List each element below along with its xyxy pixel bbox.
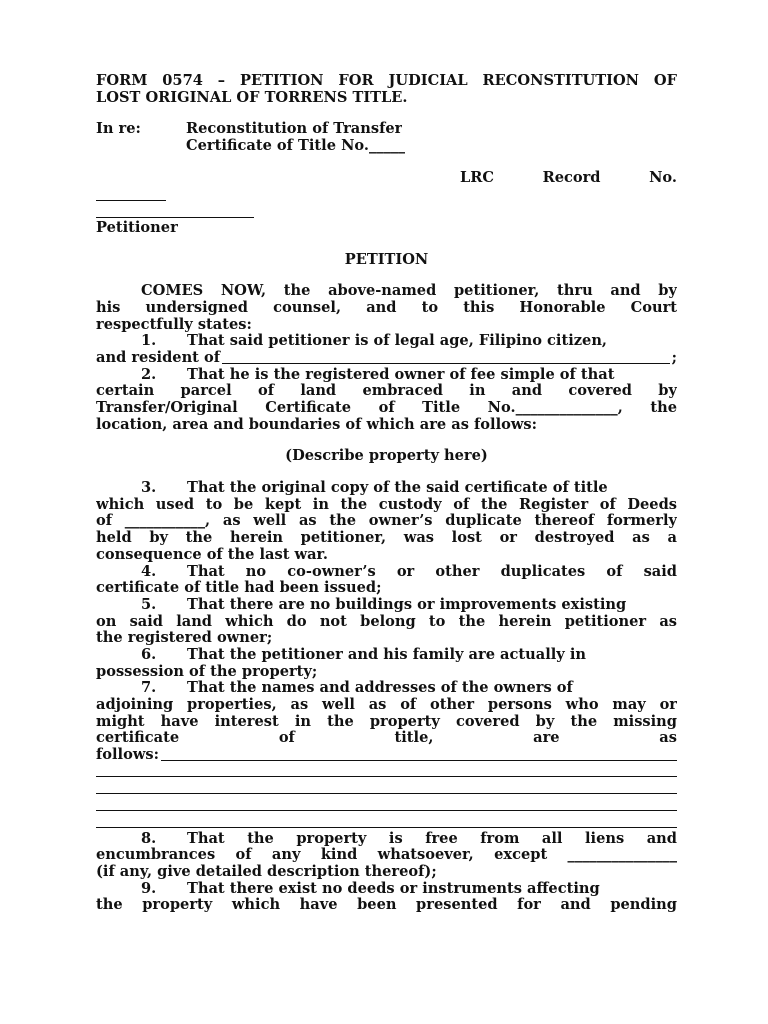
p8-number: 8.	[141, 830, 157, 847]
p3-line-2: which used to be kept in the custody of the Register of Deeds	[96, 496, 677, 513]
p3-line-1: That the original copy of the said certificate of title	[187, 480, 608, 497]
p8-line-2: encumbrances of any kind whatsoever, except _______________	[96, 847, 677, 864]
p8-line-3: (if any, give detailed description thereof);	[96, 863, 437, 880]
p3-line-5: consequence of the last war.	[96, 546, 328, 563]
in-re-label: In re:	[96, 120, 141, 138]
p2-line-3: Transfer/Original Certificate of Title No.______________, the	[96, 400, 677, 417]
p7-line-3: might have interest in the property covered by the missing	[96, 713, 677, 730]
p6-number: 6.	[141, 646, 157, 663]
title-line-2: LOST ORIGINAL OF TORRENS TITLE.	[96, 89, 408, 106]
p7-line-2: adjoining properties, as well as of other persons who may or	[96, 697, 677, 714]
petitioner-label: Petitioner	[96, 219, 178, 236]
p4-number: 4.	[141, 563, 157, 580]
paragraph-3	[96, 480, 677, 563]
lrc-record-line	[96, 170, 677, 187]
record-word: Record	[542, 168, 601, 186]
intro-line-1: COMES NOW, the above-named petitioner, thru and by	[141, 283, 677, 300]
paragraph-7	[96, 680, 677, 830]
paragraph-9	[96, 881, 677, 914]
p2-number: 2.	[141, 366, 157, 383]
lrc-word: LRC	[460, 168, 495, 186]
petitioner-name-blank	[96, 203, 677, 220]
p7-line-1: That the names and addresses of the owners of	[187, 680, 573, 697]
p7-line-5-prefix: follows:	[96, 747, 159, 764]
p7-number: 7.	[141, 680, 157, 697]
p6-line-2: possession of the property;	[96, 663, 318, 680]
p7-line-4: certificate of title, are as	[96, 730, 677, 747]
paragraph-5	[96, 597, 677, 647]
intro-line-2: his undersigned counsel, and to this Honorable Court	[96, 299, 677, 316]
p1-line-1: That said petitioner is of legal age, Filipino citizen,	[187, 333, 608, 350]
p3-number: 3.	[141, 480, 157, 497]
p9-line-1: That there exist no deeds or instruments affecting	[187, 880, 600, 897]
in-re-line-2: Certificate of Title No._____	[186, 138, 406, 155]
p9-number: 9.	[141, 880, 157, 897]
p5-line-1: That there are no buildings or improvements existing	[187, 596, 627, 613]
title-line-1: FORM 0574 – PETITION FOR JUDICIAL RECONSTITUTION OF	[96, 73, 677, 89]
residence-blank	[222, 363, 670, 364]
p5-number: 5.	[141, 596, 157, 613]
p3-line-4: held by the herein petitioner, was lost or destroyed as a	[96, 530, 677, 547]
adjoining-owners-blank-4	[96, 797, 677, 814]
adjoining-owners-blank-2	[96, 764, 677, 781]
form-title	[96, 73, 677, 106]
paragraph-6	[96, 647, 677, 680]
p1-line-2-prefix: and resident of	[96, 349, 221, 366]
adjoining-owners-blank-5	[96, 814, 677, 831]
paragraph-2	[96, 367, 677, 434]
p3-line-3: of ___________, as well as the owner’s duplicate thereof formerly	[96, 513, 677, 530]
adjoining-owners-blank-3	[96, 780, 677, 797]
p4-line-2: certificate of title had been issued;	[96, 580, 382, 597]
describe-property-note: (Describe property here)	[285, 448, 488, 465]
p1-line-2-suffix: ;	[671, 349, 677, 366]
p4-line-1: That no co-owner’s or other duplicates of said	[187, 563, 677, 580]
p2-line-2: certain parcel of land embraced in and covered by	[96, 383, 677, 400]
petition-heading: PETITION	[344, 251, 429, 268]
document-body	[96, 73, 677, 914]
p1-number: 1.	[141, 333, 157, 350]
paragraph-4	[96, 564, 677, 597]
adjoining-owners-blank-1	[161, 760, 677, 761]
p9-line-2: the property which have been presented for and pending	[96, 897, 677, 914]
intro-paragraph	[96, 283, 677, 333]
no-word: No.	[649, 168, 677, 186]
p5-line-3: the registered owner;	[96, 630, 273, 647]
p8-line-1: That the property is free from all liens and	[187, 830, 677, 847]
p2-line-4: location, area and boundaries of which are as follows:	[96, 416, 538, 433]
lrc-number-blank	[96, 186, 677, 203]
p2-line-1: That he is the registered owner of fee simple of that	[187, 366, 615, 383]
paragraph-1	[96, 333, 677, 366]
in-re-line-1: Reconstitution of Transfer	[186, 121, 403, 138]
p5-line-2: on said land which do not belong to the herein petitioner as	[96, 613, 677, 630]
intro-line-3: respectfully states:	[96, 316, 252, 333]
paragraph-8	[96, 831, 677, 881]
p6-line-1: That the petitioner and his family are actually in	[187, 646, 587, 663]
in-re-block	[96, 121, 677, 154]
